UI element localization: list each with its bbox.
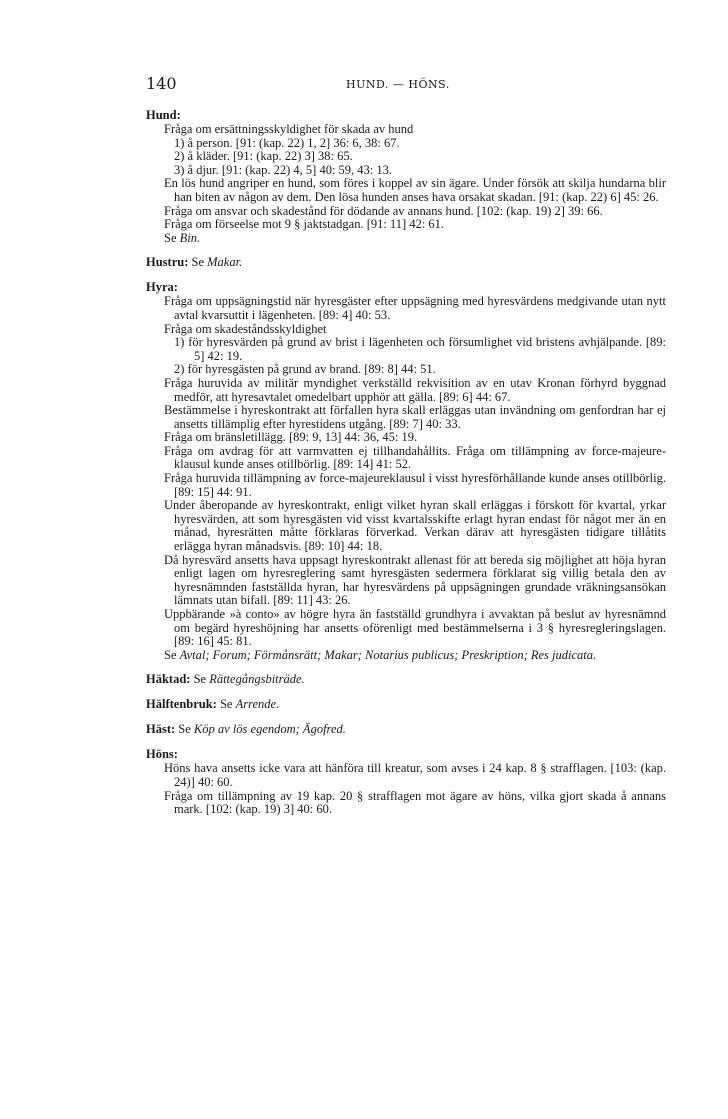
paragraph: 2) å kläder. [91: (kap. 22) 3] 38: 65. [174,149,353,164]
headword: Häktad: [146,672,191,687]
paragraph: Fråga om ersättningsskyldighet för skada av hund [164,122,414,136]
see-label: Se [190,672,210,687]
see-label: Se [164,230,180,245]
cross-reference [146,232,666,246]
paragraph: Fråga om avdrag för att varmvatten ej tillhandahållits. Fråga om tillämpning av force-majeure-klausul kunde anses otillbörlig. [89: 14] 41: 52. [164,443,666,472]
headword-line [146,722,666,737]
see-label: Se [188,255,208,270]
reference-link: Bin. [179,230,201,245]
paragraph: Fråga om uppsägningstid när hyresgäster efter uppsägning med hyresvärdens medgivande utan nytt avtal kvarsuttit i lägenheten. [89: 4] 40: 53. [164,294,666,322]
paragraph: 3) å djur. [91: (kap. 22) 4, 5] 40: 59, 43: 13. [174,162,393,177]
paragraph: Bestämmelse i hyreskontrakt att förfallen hyra skall erläggas utan invändning om genfordran har ej ansetts tillämplig efter hyrestidens utgång. [89: 7] 40: 33. [164,403,666,431]
headword: Hustru: [146,255,189,270]
page-header [146,74,666,98]
paragraph: Fråga om förseelse mot 9 § jaktstadgan. [91: 11] 42: 61. [164,217,445,232]
paragraph: Fråga om bränsletillägg. [89: 9, 13] 44: 36, 45: 19. [164,430,418,445]
entry-hast [146,722,666,737]
headword: Häst: [146,722,176,737]
headword-line [146,672,666,687]
entry-hyra [146,280,666,662]
paragraph: Fråga huruvida av militär myndighet verkställd rekvisition av en utav Kronan förhyrd byggnad medför, att hyresavtalet omedelbart upphör att gälla. [89: 6] 44: 67. [164,375,666,404]
headword-line [146,255,666,270]
page [146,74,666,817]
cross-reference [146,649,666,663]
entry-hund [146,108,666,245]
paragraph: 2) för hyresgästen på grund av brand. [89: 8] 44: 51. [174,362,436,377]
paragraph: Fråga om tillämpning av 19 kap. 20 § strafflagen mot ägare av höns, vilka gjort skada å annans mark. [102: (kap. 19) 3] 40: 60. [164,788,666,817]
paragraph: Fråga huruvida tillämpning av force-majeureklausul i visst hyresförhållande kunde anses otillbörlig. [89: 15] 44: 91. [164,471,666,499]
paragraph: En lös hund angriper en hund, som föres i koppel av sin ägare. Under försök att skilja hundarna blir han biten av någon av dem. Den lösa hunden anses hava orsakat skadan. [91: (kap. 22) 6] 45: 26. [164,176,666,204]
running-title: HUND. — HÖNS. [346,78,450,91]
paragraph: Höns hava ansetts icke vara att hänföra till kreatur, som avses i 24 kap. 8 § strafflagen. [103: (kap. 24)] 40: 60. [164,761,666,789]
reference-link: Avtal; Forum; Förmånsrätt; Makar; Notarius publicus; Preskription; Res judicata. [179,647,597,662]
entry-hons [146,747,666,816]
see-label: Se [164,647,180,662]
paragraph: Uppbärande »à conto» av högre hyra än fastställd grundhyra i avvaktan på beslut av hyresnämnd om begärd hyreshöjning har ansetts oförenligt med bestämmelserna i 3 § hyresregleringslagen. [89: 16] 45: 81. [164,607,666,649]
headword: Hyra: [146,280,178,295]
paragraph: 1) för hyresvärden på grund av brist i lägenheten och försumlighet vid bristens avhjälpande. [89: 5] 42: 19. [174,335,666,363]
paragraph: Under åberopande av hyreskontrakt, enligt vilket hyran skall erläggas i förskott för kvartal, yrkar hyresvärden, att som hyresgästen vid visst kvartalsskifte erlagt hyran endast för något mer än en månad, hyresrätten måtte förklaras förverkad. Verkan därav att hyresgästen tidigare tillåtits erlägga hyran månadsvis. [89: 10] 44: 18. [164,498,666,554]
reference-link: Rättegångsbiträde. [209,672,305,687]
headword: Hälftenbruk: [146,697,217,712]
see-label: Se [216,697,236,712]
paragraph: Fråga om ansvar och skadestånd för dödande av annans hund. [102: (kap. 19) 2] 39: 66. [164,203,603,218]
reference-link: Arrende. [235,697,280,712]
headword: Hund: [146,108,181,122]
headword-line [146,697,666,712]
paragraph: 1) å person. [91: (kap. 22) 1, 2] 36: 6, 38: 67. [174,135,400,150]
entry-hustru [146,255,666,270]
entry-haktad [146,672,666,687]
page-number: 140 [146,74,177,93]
reference-link: Makar. [207,255,243,270]
see-label: Se [175,722,194,737]
entry-halftenbruk [146,697,666,712]
paragraph: Fråga om skadeståndsskyldighet [164,321,327,336]
headword: Höns: [146,747,178,762]
paragraph: Då hyresvärd ansetts hava uppsagt hyreskontrakt allenast för att bereda sig möjlighet att höja hyran enligt lagen om hyresreglering samt hyresgästen sedermera förklarat sig villig betala den av hyresnämnden fastställda hyran, har hyresvärdens på uppsägningen grundade vräkningsansökan lämnats utan bifall. [89: 11] 43: 26. [164,552,666,608]
reference-link: Köp av lös egendom; Ägofred. [193,722,346,737]
